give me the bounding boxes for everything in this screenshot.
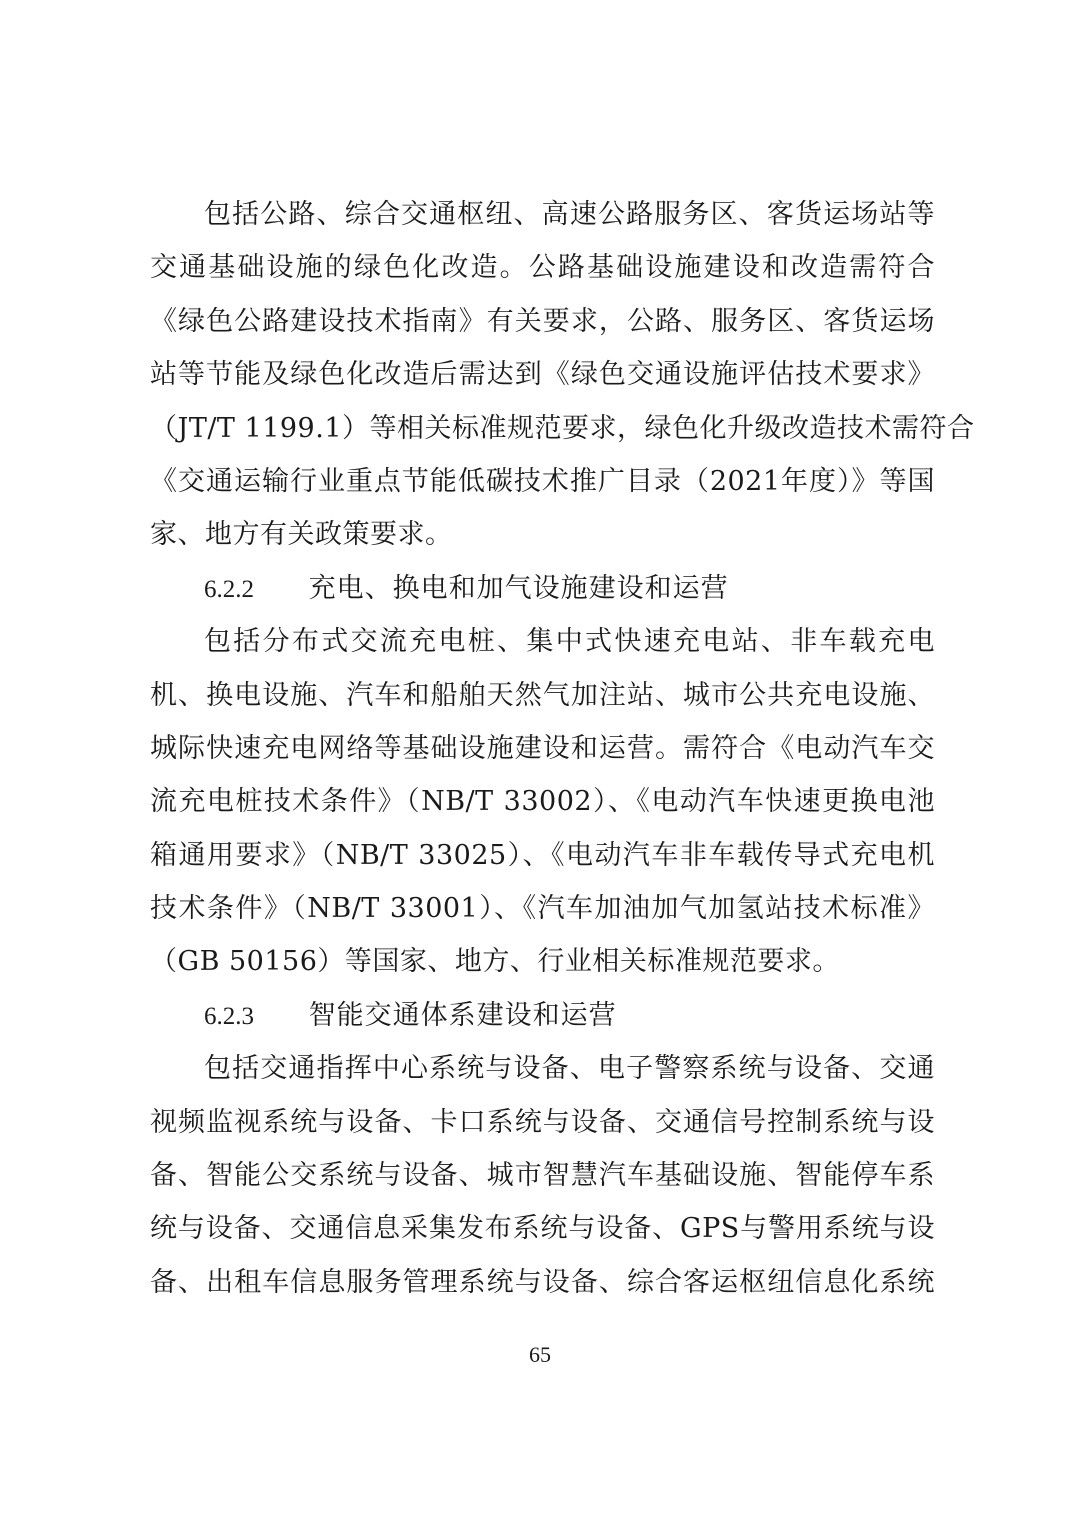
text-line: 包括分布式交流充电桩、集中式快速充电站、非车载充电 <box>204 626 935 658</box>
section-title: 充电、换电和加气设施建设和运营 <box>308 572 729 604</box>
page-number: 65 <box>529 1342 551 1367</box>
paragraph-green-infrastructure <box>150 188 975 562</box>
text-line: 统与设备、交通信息采集发布系统与设备、GPS与警用系统与设 <box>150 1213 935 1245</box>
text-line: （JT/T 1199.1）等相关标准规范要求，绿色化升级改造技术需符合 <box>150 412 975 444</box>
paragraph-charging-facilities <box>150 615 935 989</box>
text-line: 《绿色公路建设技术指南》有关要求，公路、服务区、客货运场 <box>150 305 935 337</box>
paragraph-intelligent-transport <box>150 1042 935 1309</box>
text-line: 家、地方有关政策要求。 <box>150 519 453 551</box>
page-body <box>150 188 975 1309</box>
text-line: 包括交通指挥中心系统与设备、电子警察系统与设备、交通 <box>204 1053 935 1085</box>
section-number: 6.2.3 <box>204 1002 254 1030</box>
text-line: 交通基础设施的绿色化改造。公路基础设施建设和改造需符合 <box>150 252 935 284</box>
section-number: 6.2.2 <box>204 575 254 603</box>
section-heading-6-2-3 <box>150 989 935 1042</box>
text-line: 城际快速充电网络等基础设施建设和运营。需符合《电动汽车交 <box>150 732 935 764</box>
text-line: 流充电桩技术条件》（NB/T 33002）、《电动汽车快速更换电池 <box>150 786 935 818</box>
text-line: 包括公路、综合交通枢纽、高速公路服务区、客货运场站等 <box>204 199 935 230</box>
text-line: 技术条件》（NB/T 33001）、《汽车加油加气加氢站技术标准》 <box>150 893 935 925</box>
text-line: 《交通运输行业重点节能低碳技术推广目录（2021年度）》等国 <box>150 465 935 497</box>
section-heading-6-2-2 <box>150 562 935 615</box>
text-line: 站等节能及绿色化改造后需达到《绿色交通设施评估技术要求》 <box>150 359 935 391</box>
text-line: （GB 50156）等国家、地方、行业相关标准规范要求。 <box>150 946 840 978</box>
text-line: 备、智能公交系统与设备、城市智慧汽车基础设施、智能停车系 <box>150 1160 935 1192</box>
text-line: 箱通用要求》（NB/T 33025）、《电动汽车非车载传导式充电机 <box>150 839 935 871</box>
text-line: 备、出租车信息服务管理系统与设备、综合客运枢纽信息化系统 <box>150 1266 935 1298</box>
section-title: 智能交通体系建设和运营 <box>308 999 617 1031</box>
text-line: 机、换电设施、汽车和船舶天然气加注站、城市公共充电设施、 <box>150 679 935 711</box>
text-line: 视频监视系统与设备、卡口系统与设备、交通信号控制系统与设 <box>150 1106 935 1138</box>
